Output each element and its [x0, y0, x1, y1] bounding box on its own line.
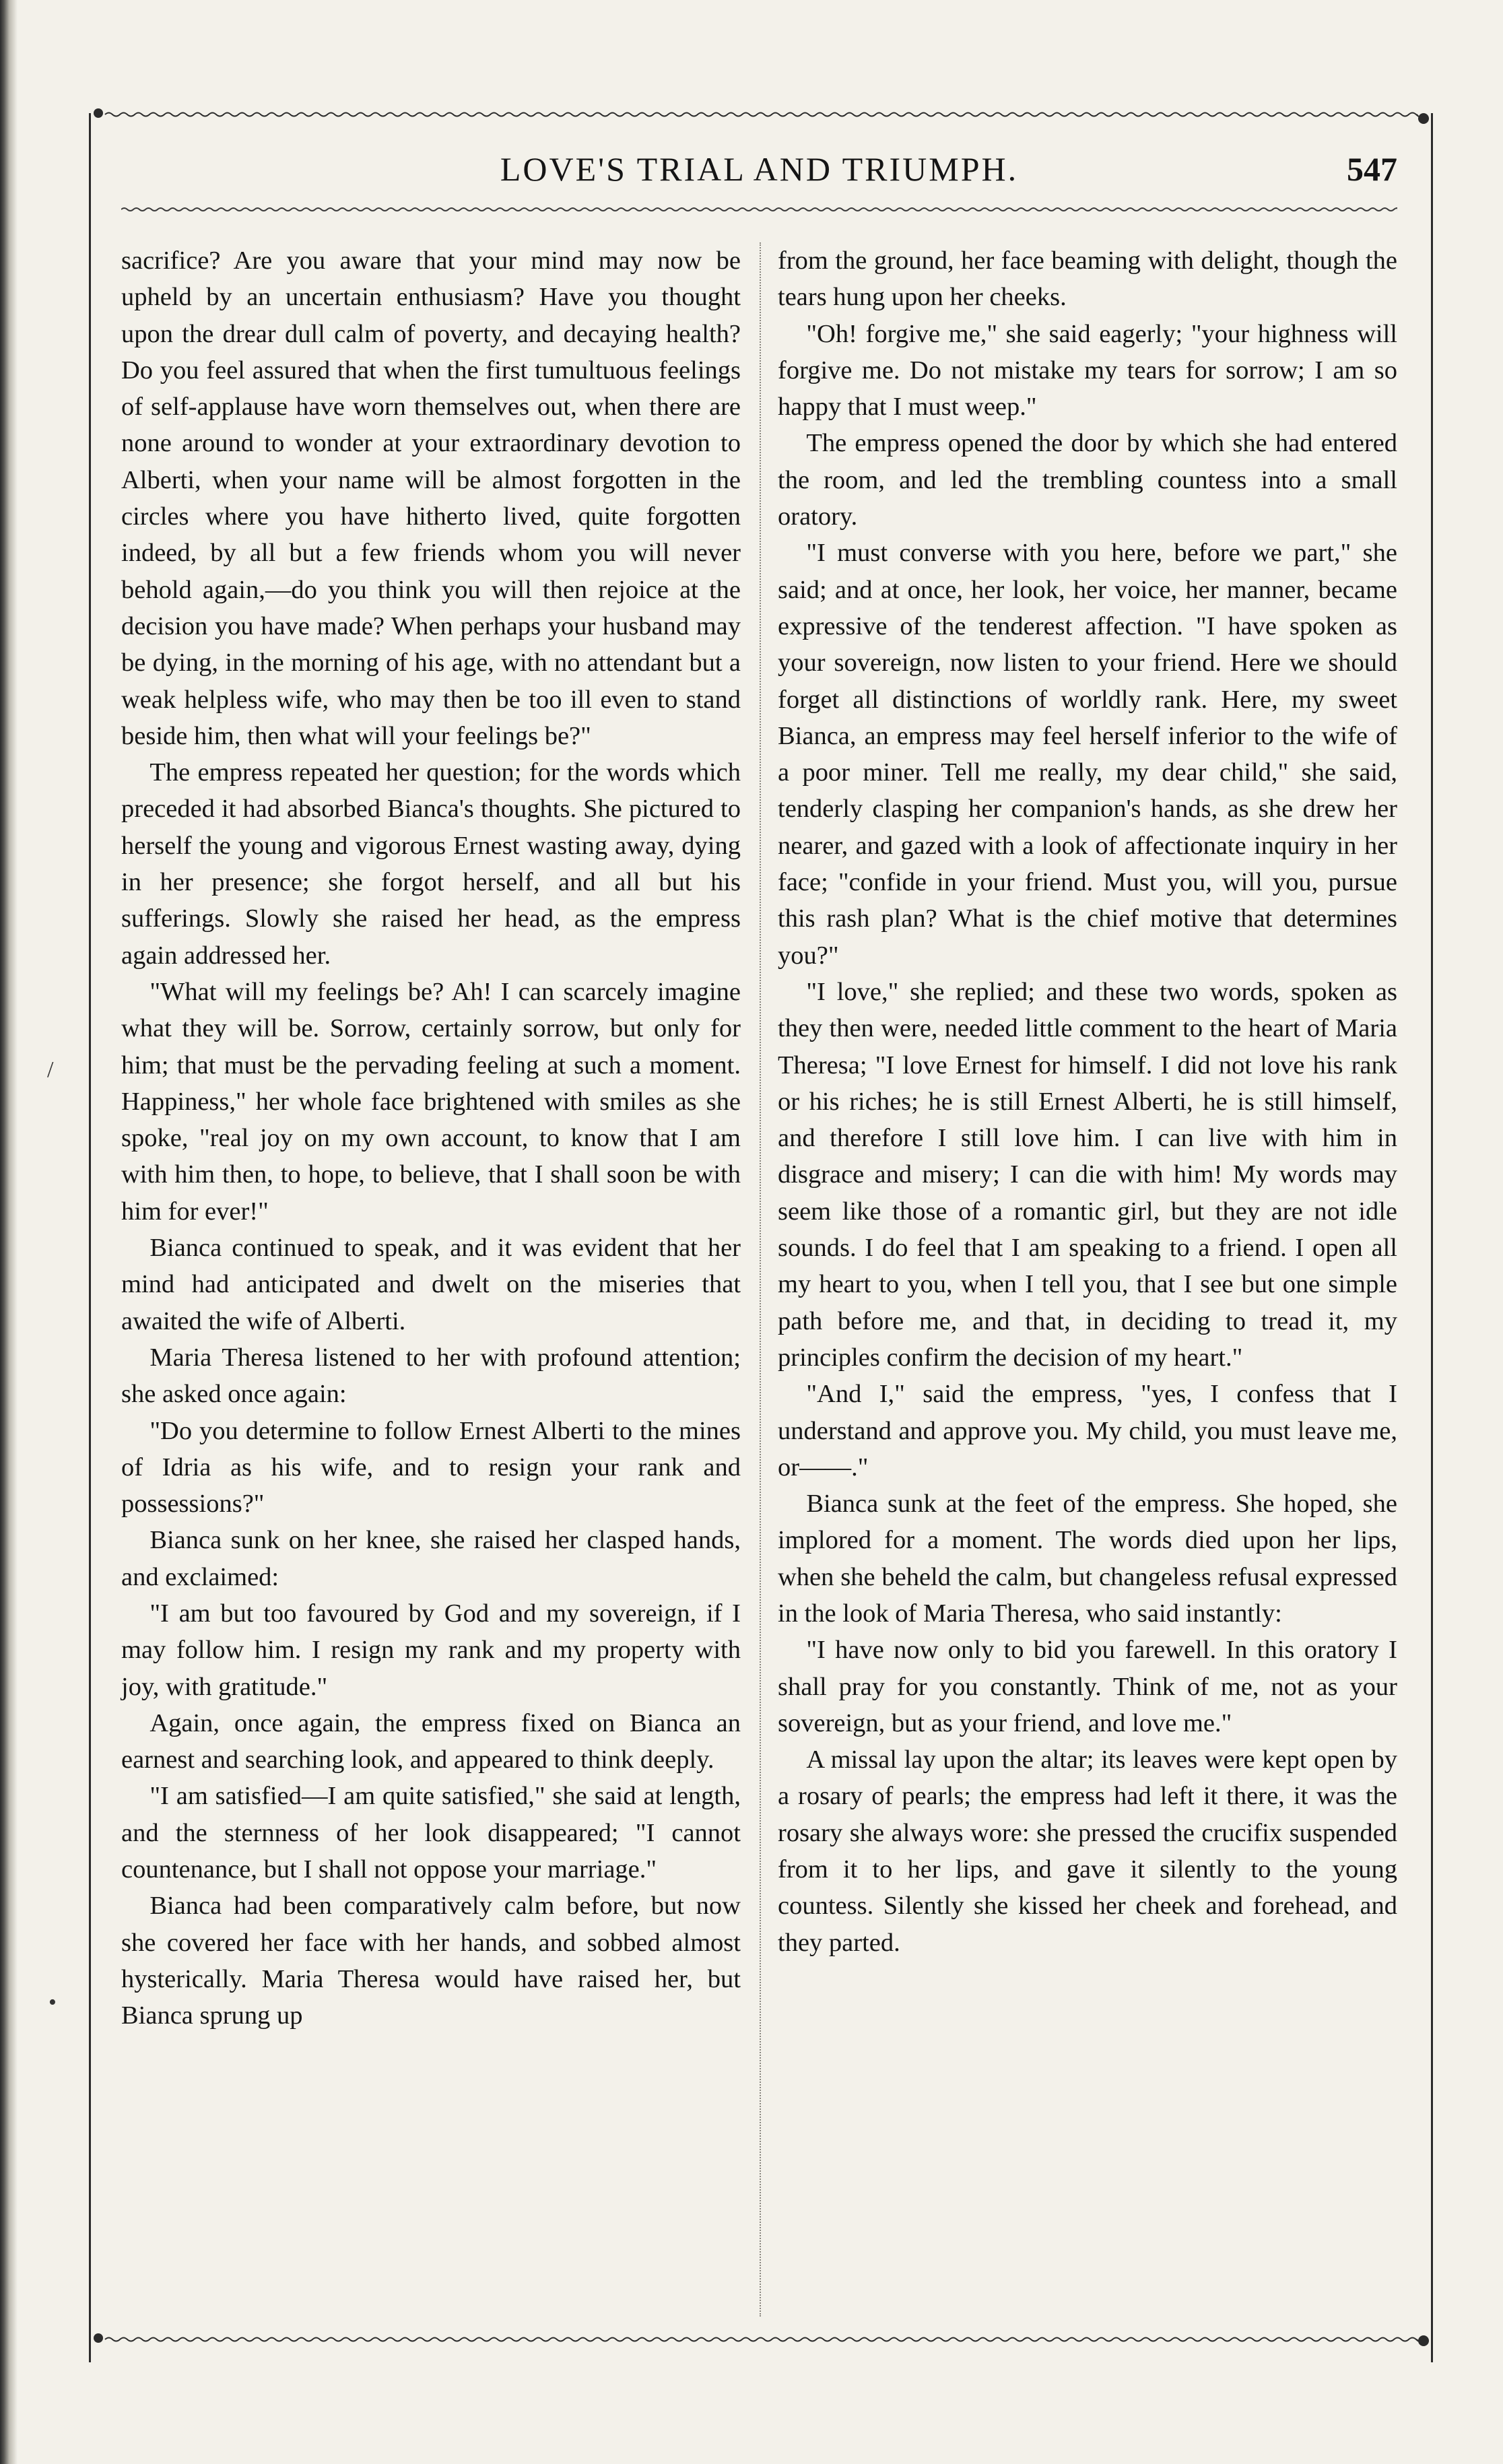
left-column	[121, 242, 741, 2034]
paragraph: The empress opened the door by which she had entered the room, and led the trembling countess into a small oratory.	[778, 429, 1397, 531]
paragraph: Bianca had been comparatively calm before, but now she covered her face with her hands, and sobbed almost hysterically. Maria Theresa would have raised her, but Bianca sprung up	[121, 1892, 741, 2030]
paragraph: "I am satisfied—I am quite satisfied," she said at length, and the sternness of her look disappeared; "I cannot countenance, but I shall not oppose your marriage."	[121, 1782, 741, 1884]
bottom-ornamental-rule	[89, 2329, 1433, 2353]
paragraph: A missal lay upon the altar; its leaves were kept open by a rosary of pearls; the empress had left it there, it was the rosary she always wore: she pressed the crucifix suspended from it to her lips, and gave it silently to the young countess. Silently she kissed her cheek and forehead, and they parted.	[778, 1745, 1397, 1957]
header-rule	[121, 202, 1397, 217]
paragraph: Bianca continued to speak, and it was evident that her mind had anticipated and dwelt on the miseries that awaited the wife of Alberti.	[121, 1234, 741, 1335]
paragraph: "I am but too favoured by God and my sovereign, if I may follow him. I resign my rank and my property with joy, with gratitude."	[121, 1599, 741, 1701]
paragraph: "And I," said the empress, "yes, I confess that I understand and approve you. My child, you must leave me, or——."	[778, 1380, 1397, 1481]
top-ornamental-rule	[89, 101, 1433, 125]
paragraph: Bianca sunk on her knee, she raised her clasped hands, and exclaimed:	[121, 1526, 741, 1591]
margin-tick-mark: •	[48, 1990, 57, 2015]
paragraph: Bianca sunk at the feet of the empress. She hoped, she implored for a moment. The words died upon her lips, when she beheld the calm, but changeless refusal expressed in the look of Maria Theresa, who said instantly:	[778, 1490, 1397, 1628]
running-head	[121, 149, 1397, 197]
paragraph: "Do you determine to follow Ernest Alberti to the mines of Idria as his wife, and to resign your rank and possessions?"	[121, 1416, 741, 1519]
running-title: LOVE'S TRIAL AND TRIUMPH.	[500, 150, 1019, 188]
paragraph: sacrifice? Are you aware that your mind may now be upheld by an uncertain enthusiasm? Have you thought upon the drear dull calm of poverty, and decaying health? Do you feel assured that when the first tumultuous feelings of self-applause have worn themselves out, when there are none around to wonder at your extraordinary devotion to Alberti, when your name will be almost forgotten in the circles where you have hitherto lived, quite forgotten indeed, by all but a few friends whom you will never behold again,—do you think you will then rejoice at the decision you have made? When perhaps your husband may be dying, in the morning of his age, with no attendant but a weak helpless wife, who may then be too ill even to stand beside him, then what will your feelings be?"	[121, 246, 741, 750]
paragraph: Maria Theresa listened to her with profound attention; she asked once again:	[121, 1343, 741, 1409]
paragraph: Again, once again, the empress fixed on Bianca an earnest and searching look, and appeared to think deeply.	[121, 1708, 741, 1774]
paragraph: "I must converse with you here, before we part," she said; and at once, her look, her voice, her manner, became expressive of the tenderest affection. "I have spoken as your sovereign, now listen to your friend. Here we should forget all distinctions of worldly rank. Here, my sweet Bianca, an empress may feel herself inferior to the wife of a poor miner. Tell me really, my dear child," she said, tenderly clasping her companion's hands, as she drew her nearer, and gazed with a look of affectionate inquiry in her face; "confide in your friend. Must you, will you, pursue this rash plan? What is the chief motive that determines you?"	[778, 539, 1397, 970]
right-column	[778, 242, 1397, 1961]
column-divider	[760, 242, 761, 2317]
paragraph: The empress repeated her question; for the words which preceded it had absorbed Bianca's thoughts. She pictured to herself the young and vigorous Ernest wasting away, dying in her presence; she forgot herself, and all but his sufferings. Slowly she raised her head, as the empress again addressed her.	[121, 758, 741, 970]
paragraph: "Oh! forgive me," she said eagerly; "your highness will forgive me. Do not mistake my tears for sorrow; I am so happy that I must weep."	[778, 319, 1397, 422]
paragraph: "I have now only to bid you farewell. In this oratory I shall pray for you constantly. Think of me, not as your sovereign, but as your friend, and love me."	[778, 1636, 1397, 1737]
paragraph: from the ground, her face beaming with delight, though the tears hung upon her cheeks.	[778, 246, 1397, 312]
page-number: 547	[1347, 150, 1397, 188]
margin-tick-mark: /	[47, 1057, 54, 1082]
paragraph: "What will my feelings be? Ah! I can scarcely imagine what they will be. Sorrow, certainly sorrow, but only for him; that must be the pervading feeling at such a moment. Happiness," her whole face brightened with smiles as she spoke, "real joy on my own account, to know that I am with him then, to hope, to believe, that I shall soon be with him for ever!"	[121, 977, 741, 1226]
paragraph: "I love," she replied; and these two words, spoken as they then were, needed little comment to the heart of Maria Theresa; "I love Ernest for himself. I did not love his rank or his riches; he is still Ernest Alberti, he is still himself, and therefore I still love him. I can live with him in disgrace and misery; I can die with him! My words may seem like those of a romantic girl, but they are not idle sounds. I do feel that I am speaking to a friend. I open all my heart to you, when I tell you, that I see but one simple path before me, and that, in deciding to tread it, my principles confirm the decision of my heart."	[778, 977, 1397, 1372]
binding-edge	[0, 0, 18, 2464]
